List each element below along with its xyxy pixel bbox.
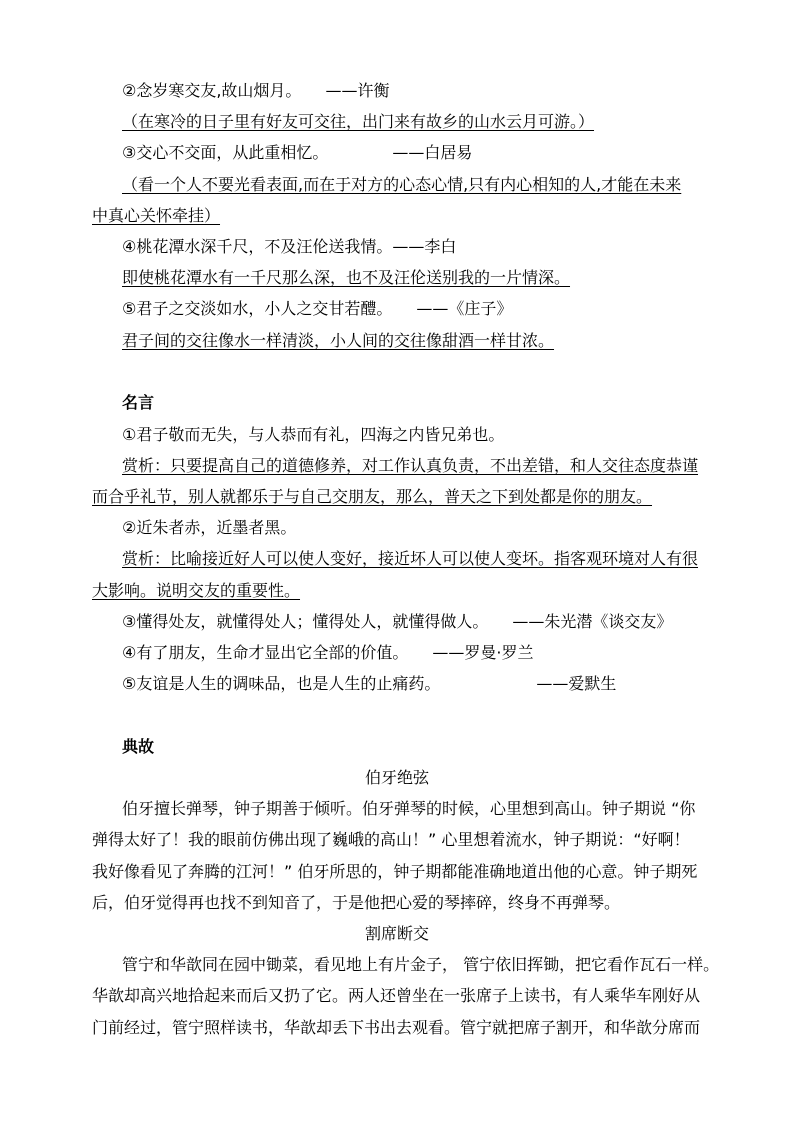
poem-translation: （看一个人不要光看表面,而在于对方的心态心情,只有内心相知的人,才能在未来 [122, 175, 682, 194]
poem-translation: 即使桃花潭水有一千尺那么深，也不及汪伦送别我的一片情深。 [122, 268, 571, 287]
story-paragraph-line: 我好像看见了奔腾的江河！” 伯牙所思的，钟子期都能准确地道出他的心意。钟子期死 [92, 862, 698, 881]
story-paragraph-line: 弹得太好了！我的眼前仿佛出现了巍峨的高山！” 心里想着流水，钟子期说：“好啊！ [92, 830, 690, 849]
poem-line: ③交心不交面，从此重相忆。 ——白居易 [122, 143, 473, 162]
poem-line: ⑤君子之交淡如水，小人之交甘若醴。 ——《庄子》 [122, 299, 513, 318]
section-heading-quotes: 名言 [122, 393, 155, 412]
story-paragraph-line: 门前经过，管宁照样读书，华歆却丢下书出去观看。管宁就把席子割开，和华歆分席而 [92, 1018, 701, 1037]
quote-line: ③懂得处友，就懂得处人；懂得处人，就懂得做人。 ——朱光潜《谈交友》 [122, 612, 673, 631]
quote-analysis: 赏析：只要提高自己的道德修养，对工作认真负责，不出差错，和人交往态度恭谨 [122, 456, 699, 475]
story-title: 伯牙绝弦 [364, 768, 429, 787]
quote-analysis: 赏析：比喻接近好人可以使人变好，接近坏人可以使人变坏。指客观环境对人有很 [122, 549, 699, 568]
story-title: 割席断交 [364, 924, 429, 943]
quote-line: ①君子敬而无失，与人恭而有礼，四海之内皆兄弟也。 [122, 425, 505, 444]
quote-analysis-cont: 而合乎礼节，别人就都乐于与自己交朋友，那么，普天之下到处都是你的朋友。 [92, 487, 653, 506]
poem-line: ④桃花潭水深千尺，不及汪伦送我情。——李白 [122, 237, 457, 256]
quote-line: ⑤友谊是人生的调味品，也是人生的止痛药。 ——爱默生 [122, 674, 617, 693]
quote-line: ②近朱者赤，近墨者黑。 [122, 518, 297, 537]
quote-analysis-cont: 大影响。说明交友的重要性。 [92, 581, 301, 600]
poem-translation-cont: 中真心关怀牵挂） [92, 206, 221, 225]
section-heading-allusions: 典故 [122, 737, 155, 756]
poem-line: ②念岁寒交友,故山烟月。 ——许衡 [122, 81, 390, 100]
poem-translation: （在寒冷的日子里有好友可交往，出门来有故乡的山水云月可游。） [122, 112, 595, 131]
story-paragraph-line: 华歆却高兴地拾起来而后又扔了它。两人还曾坐在一张席子上读书，有人乘华车刚好从 [92, 986, 701, 1005]
story-paragraph-line: 伯牙擅长弹琴，钟子期善于倾听。伯牙弹琴的时候，心里想到高山。钟子期说 “你 [122, 799, 696, 818]
story-paragraph-line: 管宁和华歆同在园中锄菜，看见地上有片金子， 管宁依旧挥锄，把它看作瓦石一样。 [122, 955, 720, 974]
story-paragraph-line: 后，伯牙觉得再也找不到知音了，于是他把心爱的琴摔碎，终身不再弹琴。 [92, 893, 621, 912]
quote-line: ④有了朋友，生命才显出它全部的价值。 ——罗曼·罗兰 [122, 643, 534, 662]
poem-translation: 君子间的交往像水一样清淡，小人间的交往像甜酒一样甘浓。 [122, 331, 555, 350]
